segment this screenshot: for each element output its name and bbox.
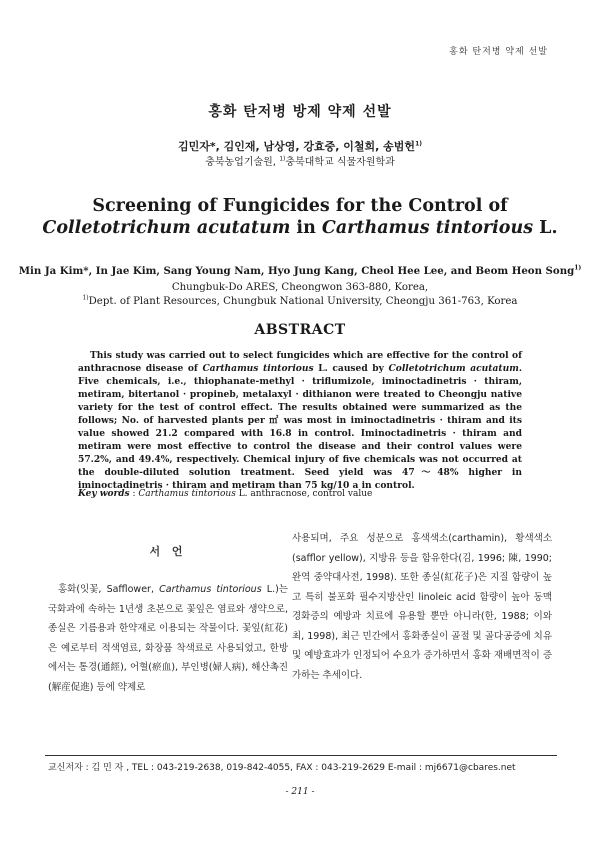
english-title-line2: Colletotrichum acutatum in Carthamus tintorious L.: [42, 218, 558, 238]
page-number: - 211 -: [285, 787, 315, 797]
abstract-heading: ABSTRACT: [254, 322, 346, 338]
intro-left-column: 홍화(잇꽃, Safflower, Carthamus tintorious L.)는 국화과에 속하는 1년생 초본으로 꽃잎은 염료와 생약으로, 종실은 기름용과 한약재로 이용되는 작물이다. 꽃잎(紅花)은 예로부터 적색염료, 화장품 착색료로 사용되었고, 한방에서는 통경(通經), 어혈(瘀血), 부인병(婦人病), 해산촉진(解産促進) 등에 약제로: [48, 584, 288, 693]
running-head: 홍화 탄저병 약제 선발: [449, 47, 548, 57]
korean-authors: 김민자*, 김인재, 남상영, 강효중, 이철희, 송범헌$^{1)}$: [178, 140, 422, 153]
english-affiliation-2: $^{1)}$Dept. of Plant Resources, Chungbuk National University, Cheongju 361-763, Korea: [82, 294, 518, 307]
english-title-line1: Screening of Fungicides for the Control of: [92, 196, 508, 216]
abstract-body: This study was carried out to select fungicides which are effective for the control of anthracnose disease of Carthamus tintorious L. caused by Colletotrichum acutatum. Five chemicals, i.e., thiophanate-methyl · triflumizole, iminoctadinetris · thiram, metiram, bitertanol · propineb, metalaxyl · dithianon were treated to Cheongju native variety for the test of control effect. The results obtained were summarized as the follows; No. of harvested plants per ㎡ was most in iminoctadinetris · thiram and its value showed 21.2 compared with 16.8 in control. Iminoctadinetris · thiram and metiram were most effective to control the disease and their control values were 57.2%, and 49.4%, respectively. Chemical injury of five chemicals was not occurred at the double-diluted solution treatment. Seed yield was 47～48% higher in iminoctadinetris · thiram and metiram than 75 kg/10 a in control.: [78, 350, 522, 491]
english-affiliation-1: Chungbuk-Do ARES, Cheongwon 363-880, Korea,: [171, 282, 429, 293]
footnote-divider: [45, 755, 557, 756]
keywords: Key words : Carthamus tintorious L. anthracnose, control value: [78, 489, 373, 499]
korean-affiliations: 충북농업기술원, $^{1)}$충북대학교 식물자원학과: [205, 155, 395, 168]
correspondence-footnote: 교신저자 : 김 민 자 , TEL : 043-219-2638, 019-842-4055, FAX : 043-219-2629 E-mail : mj6671@cbares.net: [48, 763, 516, 773]
section-heading-introduction: 서 언: [149, 545, 187, 558]
intro-right-column: 사용되며, 주요 성분으로 홍색색소(carthamin), 황색색소(safflor yellow), 지방유 등을 함유한다(김, 1996; 陳, 1990; 완역 중약대사전, 1998). 또한 종실(紅花子)은 지질 함량이 높고 특히 불포화 필수지방산인 linoleic acid 함량이 높아 동맥경화증의 예방과 치료에 유용할 뿐만 아니라(한, 1988; 이와 최, 1998), 최근 민간에서 홍화종실이 골절 및 골다공증에 치유및 예방효과가 인정되어 수요가 증가하면서 홍화 재배면적이 증가하는 추세이다.: [292, 533, 552, 681]
english-authors: Min Ja Kim*, In Jae Kim, Sang Young Nam, Hyo Jung Kang, Cheol Hee Lee, and Beom Heon Song$^{1)}$: [18, 264, 582, 277]
korean-title: 홍화 탄저병 방제 약제 선발: [208, 104, 392, 120]
